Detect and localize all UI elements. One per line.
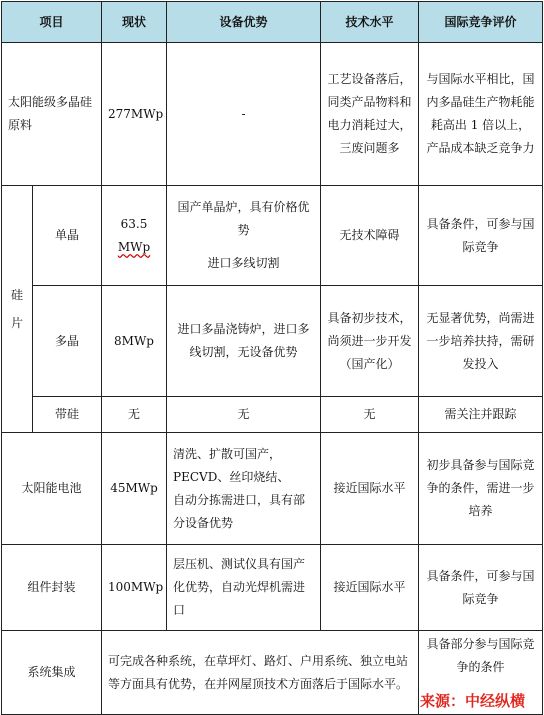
ribbon-tech: 无: [321, 397, 419, 433]
header-evaluation: 国际竞争评价: [419, 2, 543, 43]
ribbon-equipment: 无: [167, 397, 321, 433]
module-status: 100MWp: [102, 545, 167, 631]
cell-equipment-line-3: 自动分拣需进口，具有部分设备优势: [173, 492, 306, 530]
row-polysilicon: [2, 43, 543, 186]
polysilicon-equipment: -: [167, 43, 321, 186]
ribbon-label: 带硅: [33, 397, 102, 433]
module-evaluation: 具备条件，可参与国际竞争: [419, 545, 543, 631]
multi-evaluation: 无显著优势，尚需进一步培养扶持，需研发投入: [419, 286, 543, 397]
cell-equipment: [167, 433, 321, 545]
header-project: 项目: [2, 2, 102, 43]
mono-status-number: 63.5: [120, 216, 148, 231]
cell-label: 太阳能电池: [2, 433, 102, 545]
module-label: 组件封装: [2, 545, 102, 631]
header-row: [2, 2, 543, 43]
module-tech: 接近国际水平: [321, 545, 419, 631]
polysilicon-evaluation: 与国际水平相比，国内多晶硅生产物耗能耗高出 1 倍以上，产品成本缺乏竞争力: [419, 43, 543, 186]
ribbon-status: 无: [102, 397, 167, 433]
row-multi: [2, 286, 543, 397]
source-watermark: 来源：中经纵横: [420, 692, 526, 710]
cell-tech: 接近国际水平: [321, 433, 419, 545]
cell-equipment-line-2: PECVD、丝印烧结、: [173, 469, 290, 484]
multi-status: 8MWp: [102, 286, 167, 397]
multi-label: 多晶: [33, 286, 102, 397]
mono-equipment: [167, 186, 321, 286]
ribbon-evaluation: 需关注并跟踪: [419, 397, 543, 433]
mono-status: [102, 186, 167, 286]
system-description: 可完成各种系统，在草坪灯、路灯、户用系统、独立电站等方面具有优势，在并网屋顶技术方面落后于国际水平。: [102, 631, 419, 715]
mono-tech: 无技术障碍: [321, 186, 419, 286]
system-label: 系统集成: [2, 631, 102, 715]
polysilicon-status: 277MWp: [102, 43, 167, 186]
mono-evaluation: 具备条件，可参与国际竞争: [419, 186, 543, 286]
wafer-group-label: [2, 186, 33, 433]
mono-label: 单晶: [33, 186, 102, 286]
row-ribbon: [2, 397, 543, 433]
row-module: [2, 545, 543, 631]
polysilicon-tech: 工艺设备落后，同类产品物料和电力消耗过大，三废问题多: [321, 43, 419, 186]
polysilicon-label: 太阳能级多晶硅原料: [2, 43, 102, 186]
row-cell: [2, 433, 543, 545]
row-mono: [2, 186, 543, 286]
header-equipment: 设备优势: [167, 2, 321, 43]
pv-industry-table: [1, 1, 543, 715]
multi-equipment: 进口多晶浇铸炉，进口多线切割，无设备优势: [167, 286, 321, 397]
header-tech: 技术水平: [321, 2, 419, 43]
header-status: 现状: [102, 2, 167, 43]
cell-evaluation: 初步具备参与国际竞争的条件，需进一步培养: [419, 433, 543, 545]
cell-equipment-line-1: 清洗、扩散可国产，: [173, 446, 282, 461]
system-evaluation: 具备部分参与国际竞争的条件: [419, 631, 543, 715]
wafer-group-char-1: 硅: [10, 288, 23, 302]
mono-equipment-line-1: 国产单晶炉，具有价格优势: [177, 200, 310, 237]
mono-equipment-line-2: 进口多线切割: [207, 256, 280, 270]
wafer-group-char-2: 片: [10, 316, 23, 330]
mono-status-unit: MWp: [117, 239, 151, 254]
multi-tech: 具备初步技术，尚须进一步开发（国产化）: [321, 286, 419, 397]
cell-status: 45MWp: [102, 433, 167, 545]
module-equipment: 层压机、测试仪具有国产化优势，自动光焊机需进口: [167, 545, 321, 631]
